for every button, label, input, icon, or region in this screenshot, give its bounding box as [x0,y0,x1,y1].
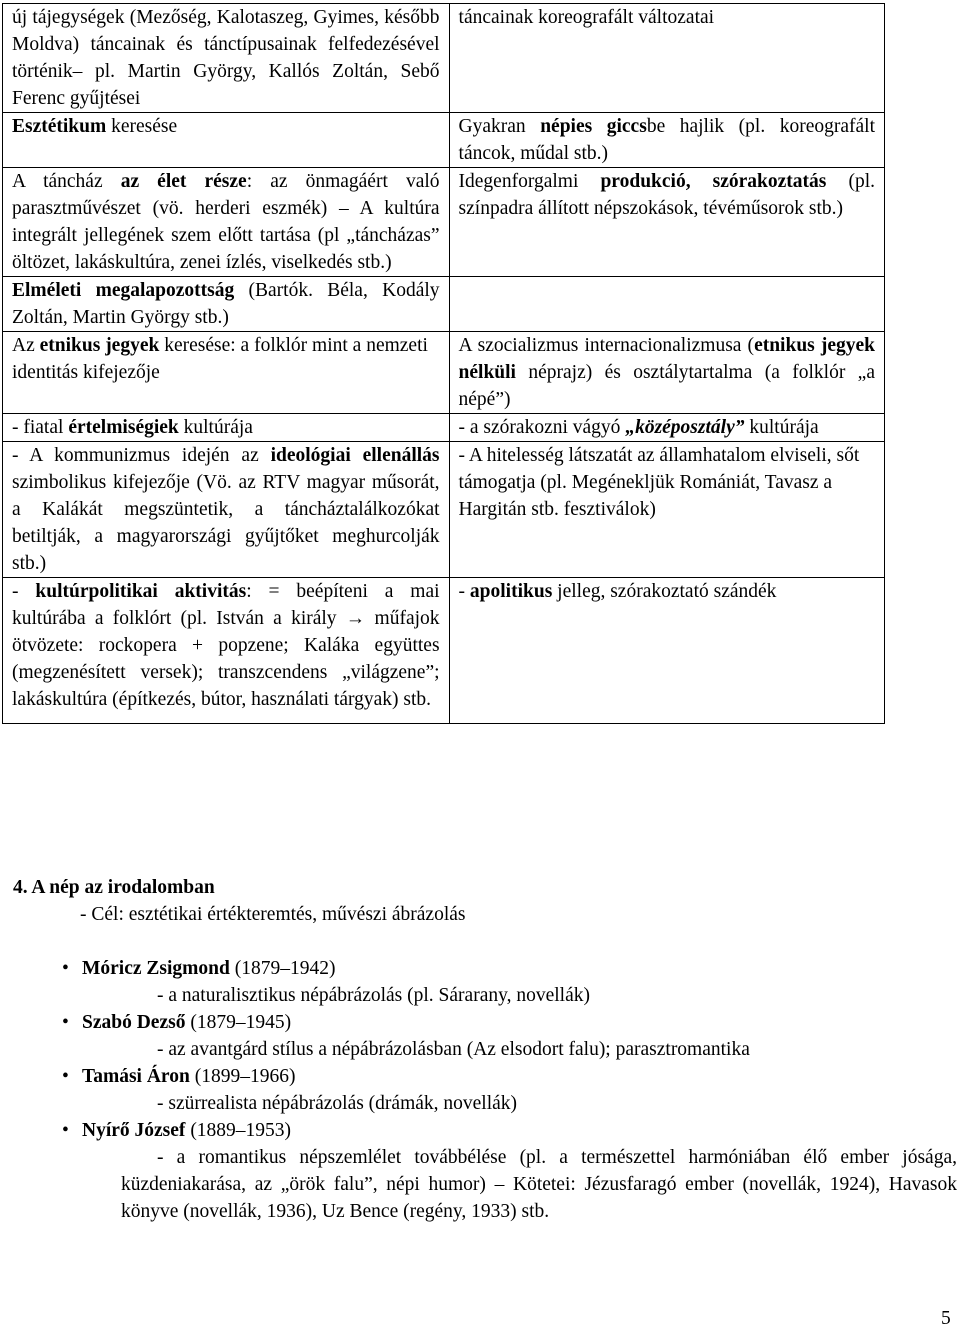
cell-text: A szocializmus internacionalizmusa ( [458,335,755,356]
table-cell [3,277,450,332]
author-name: Szabó Dezső [82,1012,186,1033]
cell-text: kultúrája [178,417,253,438]
table-cell [3,168,450,277]
bold-term: értelmiségiek [68,417,179,438]
bullet-icon: • [62,1066,69,1087]
cell-text: be hajlik (pl. koreografált táncok, műdal stb.) [458,116,875,164]
comparison-table [2,3,885,724]
author-line [82,1009,291,1036]
bold-term: giccs [606,116,647,137]
bold-term: Esztétikum [12,116,107,137]
author-description: - az avantgárd stílus a népábrázolásban (Az elsodort falu); parasztromantika [157,1039,750,1060]
table-cell [3,578,450,724]
section-heading: 4. A nép az irodalomban [13,877,215,898]
author-years: (1889–1953) [185,1120,292,1141]
bullet-icon: • [62,1012,69,1033]
table-cell [449,168,884,277]
cell-text: A táncház [12,171,121,192]
table-row [3,277,885,332]
table-cell [3,414,450,442]
table-cell [3,113,450,168]
cell-text: Gyakran [458,116,541,137]
cell-text: jelleg, szórakoztató szándék [552,581,777,602]
bold-term: etnikus jegyek [39,335,160,356]
table-cell [3,442,450,578]
cell-text: - A kommunizmus idején az [12,445,271,466]
bold-term: Elméleti megalapozottság [12,280,235,301]
bold-term: apolitikus [469,581,553,602]
table-row [3,168,885,277]
cell-text: : = beépíteni a mai kultúrába a folklórt (pl. István a király → műfajok ötvözete: rockopera + popzene; Kaláka együttes (megzenésített versek); transzcendens „világzene”; lakáskultúra (építkezés, bútor, használati tárgyak) stb. [12,581,440,710]
cell-text [592,116,607,137]
author-description: - szürrealista népábrázolás (drámák, novellák) [157,1093,518,1114]
table-row [3,4,885,113]
section-goal: - Cél: esztétikai értékteremtés, művészi ábrázolás [80,904,466,925]
table-cell [3,332,450,414]
table-cell: táncainak koreografált változatai [449,4,884,113]
author-name: Móricz Zsigmond [82,958,230,979]
table-cell [449,113,884,168]
table-row [3,332,885,414]
cell-text: - a szórakozni vágyó [458,417,626,438]
cell-text: (Bartók. Béla, Kodály Zoltán, Martin György stb.) [12,280,440,328]
bold-term: kultúrpolitikai aktivitás [35,581,247,602]
author-years: (1879–1942) [229,958,336,979]
table-row [3,414,885,442]
bold-term: népies [540,116,593,137]
cell-text: keresése: a folklór mint a nemzeti identitás kifejezője [12,335,428,383]
cell-text: néprajz) és osztálytartalma (a folklór „a népé”) [458,362,875,410]
table-cell: - A hitelesség látszatát az államhatalom elviseli, sőt támogatja (pl. Megénekljük Romániát, Tavasz a Hargitán stb. fesztiválok) [449,442,884,578]
author-name: Tamási Áron [82,1066,190,1087]
page-number: 5 [941,1308,951,1329]
table-cell [449,332,884,414]
bold-term: „középosztály” [625,417,745,438]
author-line [82,1117,291,1144]
author-description: - a romantikus népszemlélet továbbélése (pl. a természettel harmóniában élő ember jósága, küzdeniakarása, az „örök falu”, népi humor) – Kötetei: Jézusfaragó ember (novellák, 1924), Havasok könyve (novellák, 1936), Uz Bence (regény, 1933) stb. [121,1147,957,1222]
table-row [3,442,885,578]
cell-text: szimbolikus kifejezője (Vö. az RTV magyar műsorát, a Kalákát megszüntetik, a táncháztalálkozókat betiltják, a magyarországi gyűjtőket meghurcolják stb.) [12,472,440,574]
table-cell [449,277,884,332]
bullet-icon: • [62,1120,69,1141]
bold-term: az élet része [120,171,247,192]
bold-term: ideológiai ellenállás [270,445,440,466]
cell-text: (pl. színpadra állított népszokások, tévéműsorok stb.) [458,171,875,219]
author-line [82,1063,295,1090]
cell-text: - fiatal [12,417,69,438]
author-name: Nyírő József [82,1120,186,1141]
cell-text: - [12,581,36,602]
cell-text: keresése [106,116,178,137]
author-description: - a naturalisztikus népábrázolás (pl. Sárarany, novellák) [157,985,590,1006]
author-line [82,955,335,982]
table-row [3,113,885,168]
bold-term: etnikus jegyek nélküli [458,335,875,383]
cell-text: - [458,581,470,602]
cell-text: : az önmagáért való parasztművészet (vö. herderi eszmék) – A kultúra integrált jellegének szem előtt tartása (pl „táncházas” öltözet, lakáskultúra, zenei ízlés, viselkedés stb.) [12,171,440,273]
author-years: (1879–1945) [185,1012,292,1033]
table-cell: új tájegységek (Mezőség, Kalotaszeg, Gyimes, később Moldva) táncainak és tánctípusainak felfedezésével történik– pl. Martin György, Kallós Zoltán, Sebő Ferenc gyűjtései [3,4,450,113]
author-years: (1899–1966) [189,1066,296,1087]
cell-text: Az [12,335,40,356]
table-cell [449,578,884,724]
table-row [3,578,885,724]
bullet-icon: • [62,958,69,979]
table-cell [449,414,884,442]
bold-term: produkció, szórakoztatás [600,171,827,192]
cell-text: kultúrája [744,417,819,438]
cell-text: Idegenforgalmi [458,171,601,192]
